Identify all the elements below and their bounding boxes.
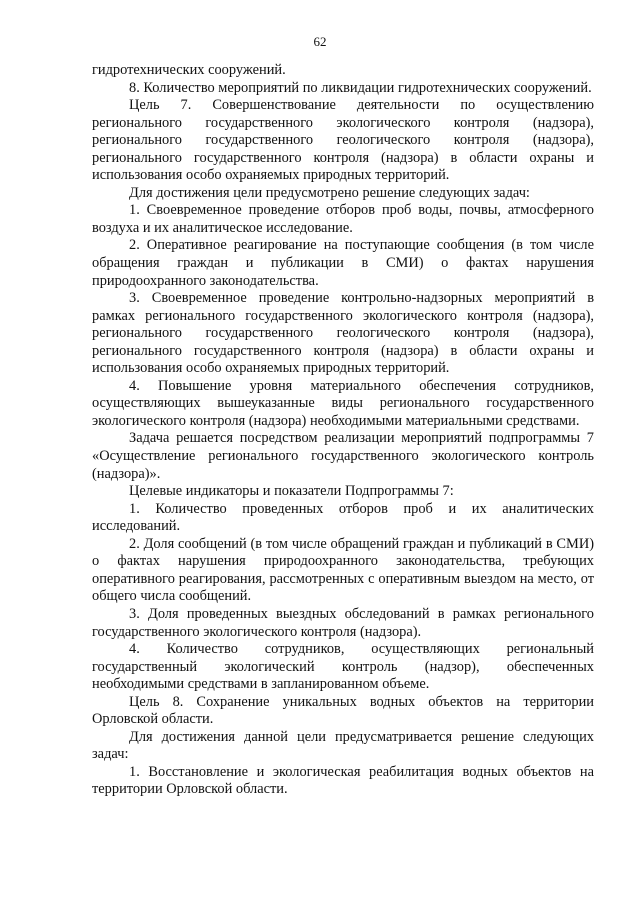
paragraph-indicator-1: 1. Количество проведенных отборов проб и их аналитических исследований.	[92, 500, 594, 535]
paragraph-task-3: 3. Своевременное проведение контрольно-надзорных мероприятий в рамках регионального государственного экологического контроля (надзора), регионального государственного геологического контроля (надзора), регионального государственного контроля (надзора) в области охраны и использования особо охраняемых природных территорий.	[92, 290, 594, 377]
document-body	[92, 62, 594, 799]
paragraph-task-4: 4. Повышение уровня материального обеспечения сотрудников, осуществляющих вышеуказанные виды регионального государственного экологического контроля (надзора) необходимыми материальными средствами.	[92, 377, 594, 429]
paragraph-indicator-4: 4. Количество сотрудников, осуществляющих региональный государственный экологический контроль (надзор), обеспеченных необходимыми средствами в запланированном объеме.	[92, 641, 594, 693]
paragraph-indicator-3: 3. Доля проведенных выездных обследований в рамках регионального государственного экологического контроля (надзора).	[92, 605, 594, 640]
paragraph-goal-8-tasks-intro: Для достижения данной цели предусматривается решение следующих задач:	[92, 728, 594, 763]
paragraph-item-8: 8. Количество мероприятий по ликвидации гидротехнических сооружений.	[129, 79, 592, 96]
paragraph-continuation: гидротехнических сооружений.	[92, 62, 286, 78]
paragraph-task-2: 2. Оперативное реагирование на поступающие сообщения (в том числе обращения граждан и публикации в СМИ) о фактах нарушения природоохранного законодательства.	[92, 237, 594, 289]
paragraph-goal-8-task-1: 1. Восстановление и экологическая реабилитация водных объектов на территории Орловской области.	[92, 763, 594, 798]
paragraph-goal-7: Цель 7. Совершенствование деятельности по осуществлению регионального государственного экологического контроля (надзора), регионального государственного геологического контроля (надзора), регионального государственного контроля (надзора) в области охраны и использования особо охраняемых природных территорий.	[92, 97, 594, 184]
paragraph-tasks-intro: Для достижения цели предусмотрено решение следующих задач:	[129, 184, 530, 201]
paragraph-indicators-intro: Целевые индикаторы и показатели Подпрограммы 7:	[129, 483, 454, 500]
paragraph-task-solution: Задача решается посредством реализации мероприятий подпрограммы 7 «Осуществление регионального государственного экологического контроль (надзора)».	[92, 430, 594, 482]
paragraph-goal-8: Цель 8. Сохранение уникальных водных объектов на территории Орловской области.	[92, 693, 594, 728]
paragraph-task-1: 1. Своевременное проведение отборов проб воды, почвы, атмосферного воздуха и их аналитическое исследование.	[92, 202, 594, 236]
page-number: 62	[313, 34, 327, 49]
paragraph-indicator-2: 2. Доля сообщений (в том числе обращений граждан и публикаций в СМИ) о фактах нарушения природоохранного законодательства, требующих оперативного реагирования, рассмотренных с оперативным выездом на место, от общего числа сообщений.	[92, 535, 594, 605]
